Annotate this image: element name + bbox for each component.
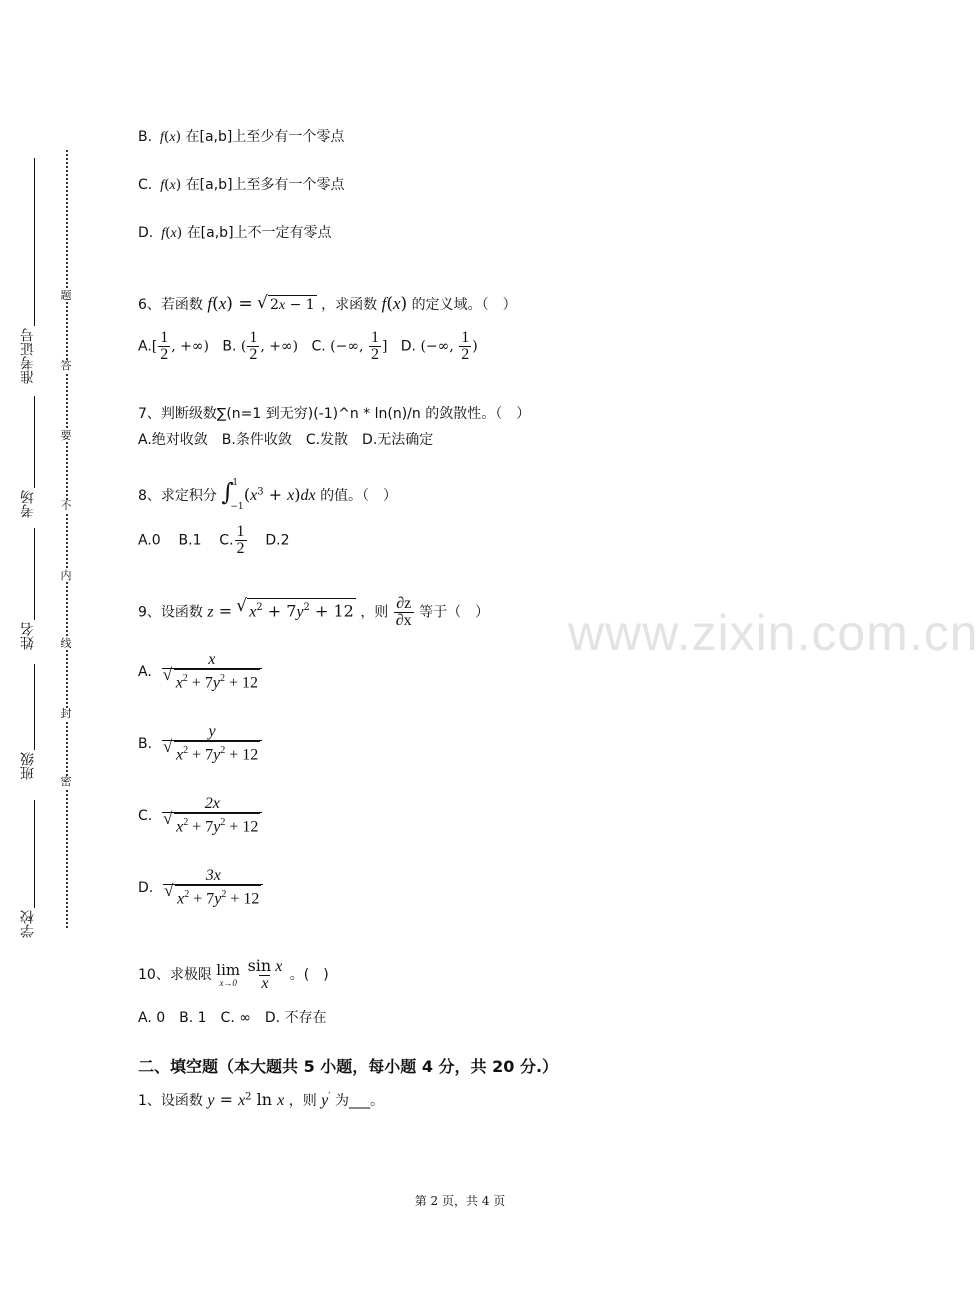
- q5-option-c-label: C.: [138, 177, 153, 193]
- watermark: www.zixin.com.cn: [568, 605, 979, 661]
- q9-option-d: D. 3x √ $x^2 + 7y^2 + 12$: [138, 868, 264, 908]
- q6-stem: 6、若函数 f(x) = √ 2x − 1 ，求函数 f(x) 的定义域。（ ）: [138, 294, 517, 315]
- q9-option-d-numerator: 3x: [205, 867, 221, 884]
- limit-expr: lim x→0: [216, 961, 241, 988]
- seal-char: 要: [58, 430, 74, 442]
- class-underline: [34, 664, 35, 750]
- q6-suffix: 的定义域。（ ）: [411, 297, 517, 313]
- s2-q1-mid: ，则: [288, 1093, 317, 1109]
- q6-option-b: B.: [222, 338, 237, 355]
- q6-options: A.[ $\frac{1}{2}$ , +∞) B. ( $\frac{1}{2}$ , +∞) C. (−∞, $\frac{1}{2}$ ] D. (−∞, $\frac{1}{2}$ ): [138, 329, 478, 363]
- q6-mid: ，求函数: [321, 297, 378, 313]
- seal-char: 线: [58, 638, 74, 650]
- q9-option-d-label: D.: [138, 880, 154, 897]
- q5-option-c: C. f(x) 在[a,b]上至多有一个零点: [138, 177, 345, 193]
- q7-options: A.绝对收敛 B.条件收敛 C.发散 D.无法确定: [138, 432, 434, 448]
- q10-suffix: 。( ): [289, 967, 329, 983]
- q9-option-c-label: C.: [138, 808, 153, 825]
- q6-prefix: 6、若函数: [138, 297, 203, 313]
- seal-char: 答: [58, 360, 74, 372]
- fx-expr: f: [156, 130, 164, 145]
- s2-q1-stem: 1、设函数 $y = x^2$ ln x ，则 y′ 为___。: [138, 1090, 384, 1109]
- q5-option-b: B. f(x) 在[a,b]上至少有一个零点: [138, 129, 345, 145]
- q9-option-c-numerator: 2x: [204, 795, 220, 812]
- partial-derivative: $\frac{\partial z}{\partial x}$: [395, 595, 412, 629]
- integral-expr: ∫ 1 −1: [221, 478, 244, 512]
- school-underline: [34, 800, 35, 908]
- seal-char: 密: [58, 776, 74, 788]
- sqrt-expr: √ 2x − 1: [258, 295, 317, 315]
- q7-stem: 7、判断级数∑(n=1 到无穷)(-1)^n * ln(n)/n 的敛散性。（ ）: [138, 406, 531, 422]
- q8-option-d: D.2: [265, 532, 290, 549]
- q6-option-c: C.: [311, 338, 326, 355]
- q8-stem: 8、求定积分 ∫ 1 −1 $(x^3 + x)dx$ 的值。（ ）: [138, 478, 398, 512]
- name-underline: [34, 528, 35, 620]
- q9-mid: ，则: [360, 604, 389, 621]
- q9-option-a-numerator: x: [208, 651, 216, 668]
- exam-room-label-text: 考场: [20, 490, 36, 518]
- seal-dotted-line: [66, 150, 68, 928]
- q9-prefix: 9、设函数: [138, 604, 203, 621]
- exam-id-label-text: 准考证号: [20, 328, 36, 384]
- name-label: [20, 622, 38, 650]
- q9-stem: 9、设函数 z = √ $x^2 + 7y^2 + 12$ ，则 $\frac{\partial z}{\partial x}$ 等于（ ）: [138, 596, 489, 629]
- q9-option-c: C. 2x √ $x^2 + 7y^2 + 12$: [138, 796, 263, 836]
- q8-option-b: B.1: [178, 532, 202, 549]
- q6-option-a: A.: [138, 338, 152, 355]
- page-footer: 第 2 页，共 4 页: [414, 1194, 506, 1208]
- exam-room-underline: [34, 396, 35, 488]
- q5-option-c-text: 在[a,b]上至多有一个零点: [185, 177, 345, 193]
- q9-suffix: 等于（ ）: [419, 604, 490, 621]
- q10-prefix: 10、求极限: [138, 967, 212, 983]
- seal-char: 封: [58, 708, 74, 720]
- q10-stem: 10、求极限 lim x→0 $\frac{\text{sin x}}{x}$ 。( ): [138, 956, 329, 992]
- q5-option-d-text: 在[a,b]上不一定有零点: [186, 225, 332, 241]
- q9-option-b: B. y √ $x^2 + 7y^2 + 12$: [138, 724, 263, 764]
- seal-char: 内: [58, 570, 74, 582]
- s2-q1-suffix: 为___。: [335, 1093, 384, 1109]
- q8-options: A.0 B.1 C. $\frac{1}{2}$ D.2: [138, 523, 290, 557]
- seal-char: 不: [58, 500, 74, 512]
- exam-id-underline: [34, 158, 35, 326]
- q10-options: A. 0 B. 1 C. ∞ D. 不存在: [138, 1010, 327, 1026]
- q8-option-c: C.: [219, 532, 234, 549]
- q9-option-b-numerator: y: [208, 723, 216, 740]
- q9-option-a: A. x √ $x^2 + 7y^2 + 12$: [138, 652, 263, 692]
- fx-expr: f: [157, 226, 166, 241]
- exam-room-label: [20, 490, 38, 518]
- q6-option-d: D.: [400, 338, 416, 355]
- class-label: [20, 752, 38, 780]
- section-2-title: 二、填空题（本大题共 5 小题，每小题 4 分，共 20 分.）: [138, 1057, 559, 1076]
- q5-option-d-label: D.: [138, 225, 154, 241]
- class-label-text: 班级: [20, 752, 36, 780]
- q9-option-a-label: A.: [138, 664, 152, 681]
- school-label-text: 学校: [20, 910, 36, 938]
- q8-prefix: 8、求定积分: [138, 488, 217, 504]
- q5-option-b-text: 在[a,b]上至少有一个零点: [185, 129, 345, 145]
- sqrt-expr: √ $x^2 + 7y^2 + 12$: [237, 598, 356, 621]
- school-label: [20, 910, 38, 938]
- s2-q1-prefix: 1、设函数: [138, 1093, 203, 1109]
- q5-option-d: D. f(x) 在[a,b]上不一定有零点: [138, 225, 332, 241]
- q8-option-a: A.0: [138, 532, 161, 549]
- fx-expr: f: [156, 178, 165, 193]
- q5-option-b-label: B.: [138, 129, 153, 145]
- q9-option-b-label: B.: [138, 736, 153, 753]
- exam-id-label: [20, 328, 38, 384]
- name-label-text: 姓名: [20, 622, 36, 650]
- seal-char: 题: [58, 290, 74, 302]
- q8-suffix: 的值。（ ）: [320, 488, 398, 504]
